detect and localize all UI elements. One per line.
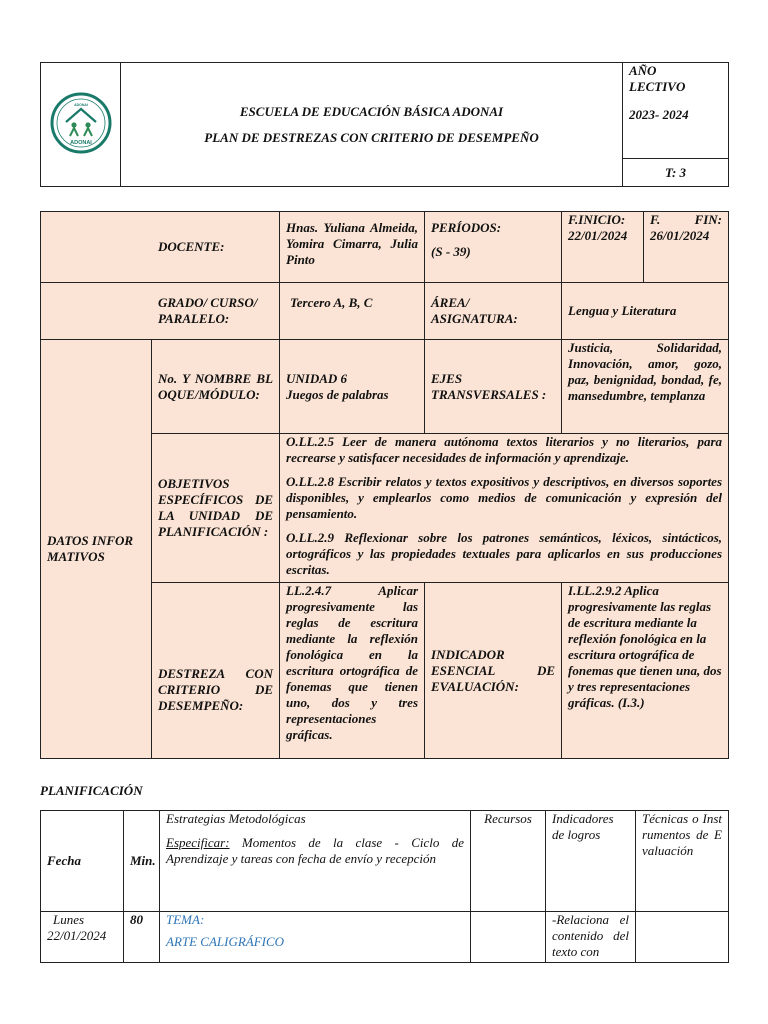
row-min: 80 [124, 912, 160, 963]
year-cell [623, 63, 729, 159]
school-name: ESCUELA DE EDUCACIÓN BÁSICA ADONAI [239, 103, 504, 119]
estrategias-detail: Especificar: Momentos de la clase - Ciclo de Aprendizaje y tareas con fecha de envío y recepción [166, 835, 464, 866]
estrategias-title: Estrategias Metodológicas [166, 811, 306, 826]
area-label: ÁREA/ ASIGNATURA: [425, 283, 562, 340]
datos-informativos-label: DATOS INFORMATIVOS [41, 340, 152, 759]
grado-value: Tercero A, B, C [280, 283, 425, 340]
inicio-cell [562, 212, 644, 283]
row-fecha [41, 912, 124, 963]
col-fecha: Fecha [41, 811, 124, 912]
objetivos-label: OBJETIVOS ESPECÍFICOS DE LA UNIDAD DE PLANIFICACIÓN : [152, 434, 280, 583]
docente-value: Hnas. Yuliana Almeida, Yomira Cimarra, Julia Pinto [280, 212, 425, 283]
year-label-2: LECTIVO [629, 79, 686, 94]
ejes-label: EJES TRANSVERSALES : [425, 340, 562, 434]
fin-label: F. FIN: [650, 212, 723, 227]
term-cell: T: 3 [623, 159, 729, 187]
inicio-label: F.INICIO: [568, 212, 626, 227]
unidad-name: Juegos de palabras [286, 386, 389, 402]
area-value: Lengua y Literatura [562, 283, 729, 340]
row-tema [160, 912, 471, 963]
year-value: 2023- 2024 [629, 107, 689, 122]
school-logo-icon [50, 92, 112, 154]
year-label-1: AÑO [629, 63, 657, 78]
row-recursos [471, 912, 546, 963]
row-tecnicas [636, 912, 729, 963]
info-table [40, 211, 729, 759]
objetivo-3: O.LL.2.9 Reflexionar sobre los patrones semánticos, léxicos, sintácticos, ortográficos y las propiedades textuales para aplicarlos en sus producciones escritas. [286, 530, 723, 577]
bloque-label: No. Y NOMBRE BLOQUE/MÓDULO: [152, 340, 280, 434]
docente-label: DOCENTE: [41, 212, 280, 283]
planificacion-title: PLANIFICACIÓN [40, 783, 143, 798]
grado-label: GRADO/ CURSO/ PARALELO: [41, 283, 280, 340]
row-fecha-date: 22/01/2024 [47, 928, 107, 943]
objetivos-cell [280, 434, 729, 583]
unidad-number: UNIDAD 6 [286, 370, 348, 386]
header-table [40, 62, 729, 187]
row-indicador: -Relaciona el contenido del texto con [546, 912, 636, 963]
unidad-cell [280, 340, 425, 434]
plan-title: PLAN DE DESTREZAS CON CRITERIO DE DESEMPEÑO [204, 129, 539, 145]
col-indicadores: Indicadores de logros [546, 811, 636, 912]
periodos-cell [425, 212, 562, 283]
destreza-value: LL.2.4.7 Aplicar progresivamente las reglas de escritura mediante la reflexión fonológica en la escritura ortográfica de fonemas que tienen uno, dos y tres representaciones gráficas. [280, 583, 425, 759]
tema-value: ARTE CALIGRÁFICO [166, 934, 285, 949]
inicio-value: 22/01/2024 [568, 228, 628, 243]
objetivo-2: O.LL.2.8 Escribir relatos y textos expositivos y descriptivos, en diversos soportes disponibles, y emplearlos como medios de comunicación y expresión del pensamiento. [286, 474, 723, 521]
row-fecha-day: Lunes [53, 912, 85, 927]
planificacion-table [40, 810, 729, 963]
col-tecnicas: Técnicas o Instrumentos de Evaluación [636, 811, 729, 912]
logo-cell [41, 63, 121, 187]
indicador-label: INDICADOR ESENCIAL DE EVALUACIÓN: [425, 583, 562, 759]
header-title-cell [121, 63, 623, 187]
indicador-value: I.LL.2.9.2 Aplica progresivamente las reglas de escritura mediante la reflexión fonológica en la escritura ortográfica de fonemas que tienen una, dos y tres representaciones gráficas. (I.3.) [562, 583, 729, 759]
logo-top-text: ADONAI [73, 102, 88, 107]
col-min: Min. [124, 811, 160, 912]
periodos-label: PERÍODOS: [431, 220, 502, 235]
objetivo-1: O.LL.2.5 Leer de manera autónoma textos literarios y no literarios, para recrearse y satisfacer necesidades de información y aprendizaje. [286, 434, 723, 465]
especificar-label: Especificar: [166, 835, 230, 850]
col-recursos: Recursos [471, 811, 546, 912]
tema-label: TEMA: [166, 912, 205, 927]
fin-cell [644, 212, 729, 283]
logo-bottom-text: ADONAI [69, 139, 92, 146]
fin-value: 26/01/2024 [650, 228, 710, 243]
destreza-label: DESTREZA CON CRITERIO DE DESEMPEÑO: [152, 583, 280, 759]
col-estrategias [160, 811, 471, 912]
periodos-value: (S - 39) [431, 244, 471, 259]
ejes-value: Justicia, Solidaridad, Innovación, amor, gozo, paz, benignidad, bondad, fe, mansedumbre, templanza [562, 340, 729, 434]
